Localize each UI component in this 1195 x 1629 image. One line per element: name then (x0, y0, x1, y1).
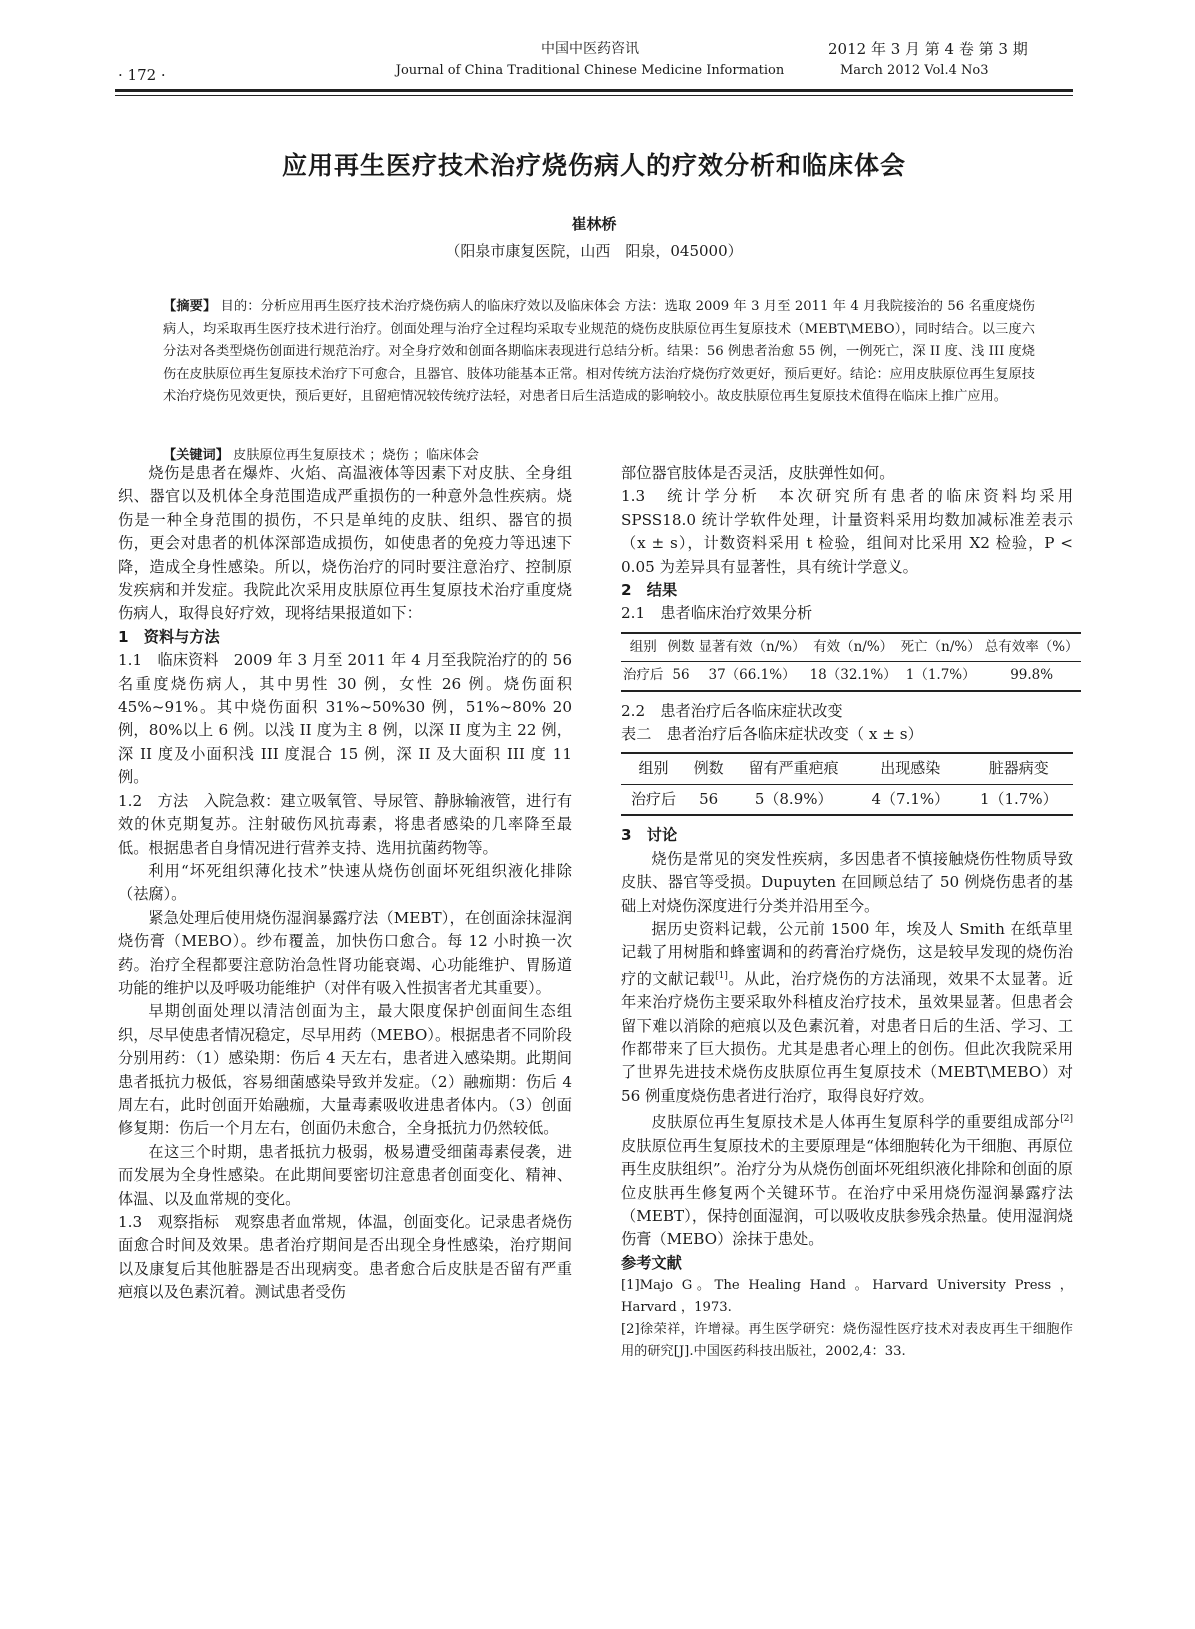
section-2-1-heading: 2.1 患者临床治疗效果分析 (621, 604, 813, 623)
page-number: · 172 · (118, 66, 166, 84)
section-1-1 (118, 649, 572, 789)
table-1-cell: 37（66.1%） (697, 662, 808, 691)
table-1-header-cell: 例数 (666, 633, 697, 662)
discussion-paragraph-2 (621, 918, 1073, 1108)
section-1-2-label: 1.2 方法 (118, 791, 189, 810)
header-rule-thick (115, 89, 1073, 92)
article-title: 应用再生医疗技术治疗烧伤病人的疗效分析和临床体会 (281, 151, 906, 180)
section-statistics (621, 485, 1073, 579)
section-3-heading: 3 讨论 (621, 826, 678, 845)
table-1-header-cell: 有效（n/%） (808, 633, 899, 662)
table-2-row (621, 784, 1073, 815)
left-column (118, 462, 572, 1305)
table-1-cell: 18（32.1%） (808, 662, 899, 691)
table-1-header-cell: 组别 (621, 633, 666, 662)
citation-1: [1] (715, 970, 728, 981)
section-1-2-text: 入院急救：建立吸氧管、导尿管、静脉输液管，进行有效的休克期复苏。注射破伤风抗毒素，将患者感染的几率降至最低。根据患者自身情况进行营养支持、选用抗菌药物等。 (118, 791, 572, 857)
table-1-cell: 治疗后 (621, 662, 666, 691)
observation-continued: 部位器官肢体是否灵活，皮肤弹性如何。 (621, 464, 895, 482)
table-2-header-cell: 脏器病变 (965, 753, 1073, 784)
method-paragraph-d: 在这三个时期，患者抵抗力极弱，极易遭受细菌毒素侵袭，进而发展为全身性感染。在此期间要密切注意患者创面变化、精神、体温、以及血常规的变化。 (118, 1142, 572, 1208)
section-1-1-text: 2009 年 3 月至 2011 年 4 月至我院治疗的的 56 名重度烧伤病人，其中男性 30 例，女性 26 例。烧伤面积 45%~91%。其中烧伤面积 31%~50%30 例，51%~80% 20 例，80%以上 6 例。以浅 II 度为主 8 例，以深 II 度为主 22 例，深 II 度及小面积浅 III 度混合 15 例，深 II 及大面积 III 度 11 例。 (118, 651, 572, 787)
discussion-paragraph-3a: 皮肤原位再生复原技术是人体再生复原科学的重要组成部分 (651, 1113, 1061, 1132)
table-2-caption: 表二 患者治疗后各临床症状改变（ x ± s） (621, 725, 923, 744)
table-2-header-cell: 例数 (686, 753, 731, 784)
table-2-cell: 1（1.7%） (965, 784, 1073, 815)
journal-title-en: Journal of China Traditional Chinese Medicine Information (395, 63, 785, 78)
references-heading: 参考文献 (621, 1253, 682, 1272)
author-name: 崔林桥 (571, 215, 617, 233)
section-2-heading: 2 结果 (621, 581, 678, 600)
table-2-cell: 4（7.1%） (856, 784, 964, 815)
journal-title-cn: 中国中医药咨讯 (541, 41, 639, 57)
table-2-cell: 56 (686, 784, 731, 815)
issue-info-en: March 2012 Vol.4 No3 (840, 63, 989, 78)
keywords-text: 皮肤原位再生复原技术 ；烧伤 ；临床体会 (233, 448, 479, 463)
reference-2: [2]徐荣祥，许增禄。再生医学研究：烧伤湿性医疗技术对表皮再生干细胞作用的研究[J].中国医药科技出版社，2002,4：33. (621, 1322, 1073, 1360)
header-rule-thin (115, 95, 1073, 96)
table-1-header-row (621, 633, 1081, 662)
table-2-header-cell: 组别 (621, 753, 686, 784)
discussion-paragraph-3b: 皮肤原位再生复原技术的主要原理是“体细胞转化为干细胞、再原位再生皮肤组织”。治疗分为从烧伤创面坏死组织液化排除和创面的原位皮肤再生修复两个关键环节。在治疗中采用烧伤湿润暴露疗法（MEBT），保持创面湿润，可以吸收皮肤参残余热量。使用湿润烧伤膏（MEBO）涂抹于患处。 (621, 1136, 1073, 1249)
table-2-header-cell: 留有严重疤痕 (731, 753, 856, 784)
author-affiliation: （阳泉市康复医院，山西 阳泉，045000） (445, 242, 743, 260)
table-2-cell: 治疗后 (621, 784, 686, 815)
abstract (163, 296, 1035, 409)
method-paragraph-c: 早期创面处理以清洁创面为主，最大限度保护创面间生态组织，尽早使患者情况稳定，尽早用药（MEBO）。根据患者不同阶段分别用药：（1）感染期：伤后 4 天左右，患者进入感染期。此期间患者抵抗力极低，容易细菌感染导致并发症。（2）融痂期：伤后 4 周左右，此时创面开始融痂，大量毒素吸收进患者体内。（3）创面修复期：伤后一个月左右，创面仍未愈合，全身抵抗力仍然较低。 (118, 1002, 572, 1138)
results-table-1 (621, 632, 1081, 692)
section-1-3-label: 1.3 观察指标 (118, 1213, 220, 1231)
section-1-heading: 1 资料与方法 (118, 627, 220, 646)
abstract-label: 【摘要】 (163, 299, 217, 314)
section-1-3-text: 观察患者血常规，体温，创面变化。记录患者烧伤面愈合时间及效果。患者治疗期间是否出现全身性感染，治疗期间以及康复后其他脏器是否出现病变。患者愈合后皮肤是否留有严重疤痕以及色素沉着。测试患者受伤 (118, 1213, 572, 1302)
keywords (163, 444, 1035, 463)
section-2-2-heading: 2.2 患者治疗后各临床症状改变 (621, 701, 843, 720)
intro-paragraph: 烧伤是患者在爆炸、火焰、高温液体等因素下对皮肤、全身组织、器官以及机体全身范围造成严重损伤的一种意外急性疾病。烧伤是一种全身范围的损伤，不只是单纯的皮肤、组织、器官的损伤，更会对患者的机体深部造成损伤，如使患者的免疫力等迅速下降，造成全身性感染。所以，烧伤治疗的同时要注意治疗、控制原发疾病和并发症。我院此次采用皮肤原位再生复原技术治疗重度烧伤病人，取得良好疗效，现将结果报道如下： (118, 464, 572, 623)
table-2-header-row (621, 753, 1073, 784)
table-1-cell: 99.8% (983, 662, 1081, 691)
table-1-row (621, 662, 1081, 691)
reference-1: [1]Majo G。The Healing Hand 。Harvard University Press ，Harvard ，1973. (621, 1278, 1073, 1316)
abstract-text: 目的：分析应用再生医疗技术治疗烧伤病人的临床疗效以及临床体会 方法：选取 2009 年 3 月至 2011 年 4 月我院接治的 56 名重度烧伤病人，均采取再生医疗技术进行治疗。创面处理与治疗全过程均采取专业规范的烧伤皮肤原位再生复原技术（MEBT\MEBO），同时结合。以三度六分法对各类型烧伤创面进行规范治疗。对全身疗效和创面各期临床表现进行总结分析。结果：56 例患者治愈 55 例，一例死亡，深 II 度、浅 III 度烧伤在皮肤原位再生复原技术治疗下可愈合，且器官、肢体功能基本正常。相对传统方法治疗烧伤疗效更好，预后更好。结论：应用皮肤原位再生复原技术治疗烧伤见效更快，预后更好，且留疤情况较传统疗法轻，对患者日后生活造成的影响较小。故皮肤原位再生复原技术值得在临床上推广应用。 (163, 299, 1035, 404)
section-1-1-label: 1.1 临床资料 (118, 651, 219, 670)
table-2-cell: 5（8.9%） (731, 784, 856, 815)
table-1-header-cell: 死亡（n/%） (899, 633, 983, 662)
table-1-cell: 56 (666, 662, 697, 691)
table-2-header-cell: 出现感染 (856, 753, 964, 784)
right-column (621, 462, 1079, 1363)
discussion-paragraph-2a: 据历史资料记载，公元前 1500 年，埃及人 Smith 在纸草里记载了用树脂和蜂蜜调和的药膏治疗烧伤，这是较早发现的烧伤治疗的文献记载 (621, 919, 1073, 988)
method-paragraph-b: 紧急处理后使用烧伤湿润暴露疗法（MEBT），在创面涂抹湿润烧伤膏（MEBO）。纱布覆盖，加快伤口愈合。每 12 小时换一次药。治疗全程都要注意防治急性肾功能衰竭、心功能维护、胃肠道功能的维护以及呼吸功能维护（对伴有吸入性损害者尤其重要）。 (118, 908, 572, 997)
issue-info-cn: 2012 年 3 月 第 4 卷 第 3 期 (828, 40, 1028, 58)
section-1-2 (118, 790, 572, 860)
discussion-paragraph-2b: 。从此，治疗烧伤的方法涌现，效果不太显著。近年来治疗烧伤主要采取外科植皮治疗技术，虽效果显著。但患者会留下难以消除的疤痕以及色素沉着，对患者日后的生活、学习、工作都带来了巨大损伤。尤其是患者心理上的创伤。但此次我院采用了世界先进技术烧伤皮肤原位再生复原技术（MEBT\MEBO）对 56 例重度烧伤患者进行治疗，取得良好疗效。 (621, 969, 1073, 1105)
method-paragraph-a: 利用“坏死组织薄化技术”快速从烧伤创面坏死组织液化排除（祛腐）。 (118, 861, 572, 904)
table-1-header-cell: 总有效率（%） (983, 633, 1081, 662)
results-table-2 (621, 752, 1073, 816)
table-1-header-cell: 显著有效（n/%） (697, 633, 808, 662)
keywords-label: 【关键词】 (163, 448, 229, 463)
section-statistics-text: 本次研究所有患者的临床资料均采用 SPSS18.0 统计学软件处理，计量资料采用均数加减标准差表示（x ± s），计数资料采用 t 检验，组间对比采用 X2 检验，P < 0.05 为差异具有显著性，具有统计学意义。 (621, 487, 1074, 576)
table-1-cell: 1（1.7%） (899, 662, 983, 691)
discussion-paragraph-3 (621, 1108, 1073, 1252)
discussion-paragraph-1: 烧伤是常见的突发性疾病，多因患者不慎接触烧伤性物质导致皮肤、器官等受损。Dupuyten 在回顾总结了 50 例烧伤患者的基础上对烧伤深度进行分类并沿用至今。 (621, 849, 1073, 915)
citation-2: [2] (1060, 1114, 1073, 1125)
section-1-3 (118, 1211, 572, 1305)
section-statistics-label: 1.3 统计学分析 (621, 487, 761, 506)
